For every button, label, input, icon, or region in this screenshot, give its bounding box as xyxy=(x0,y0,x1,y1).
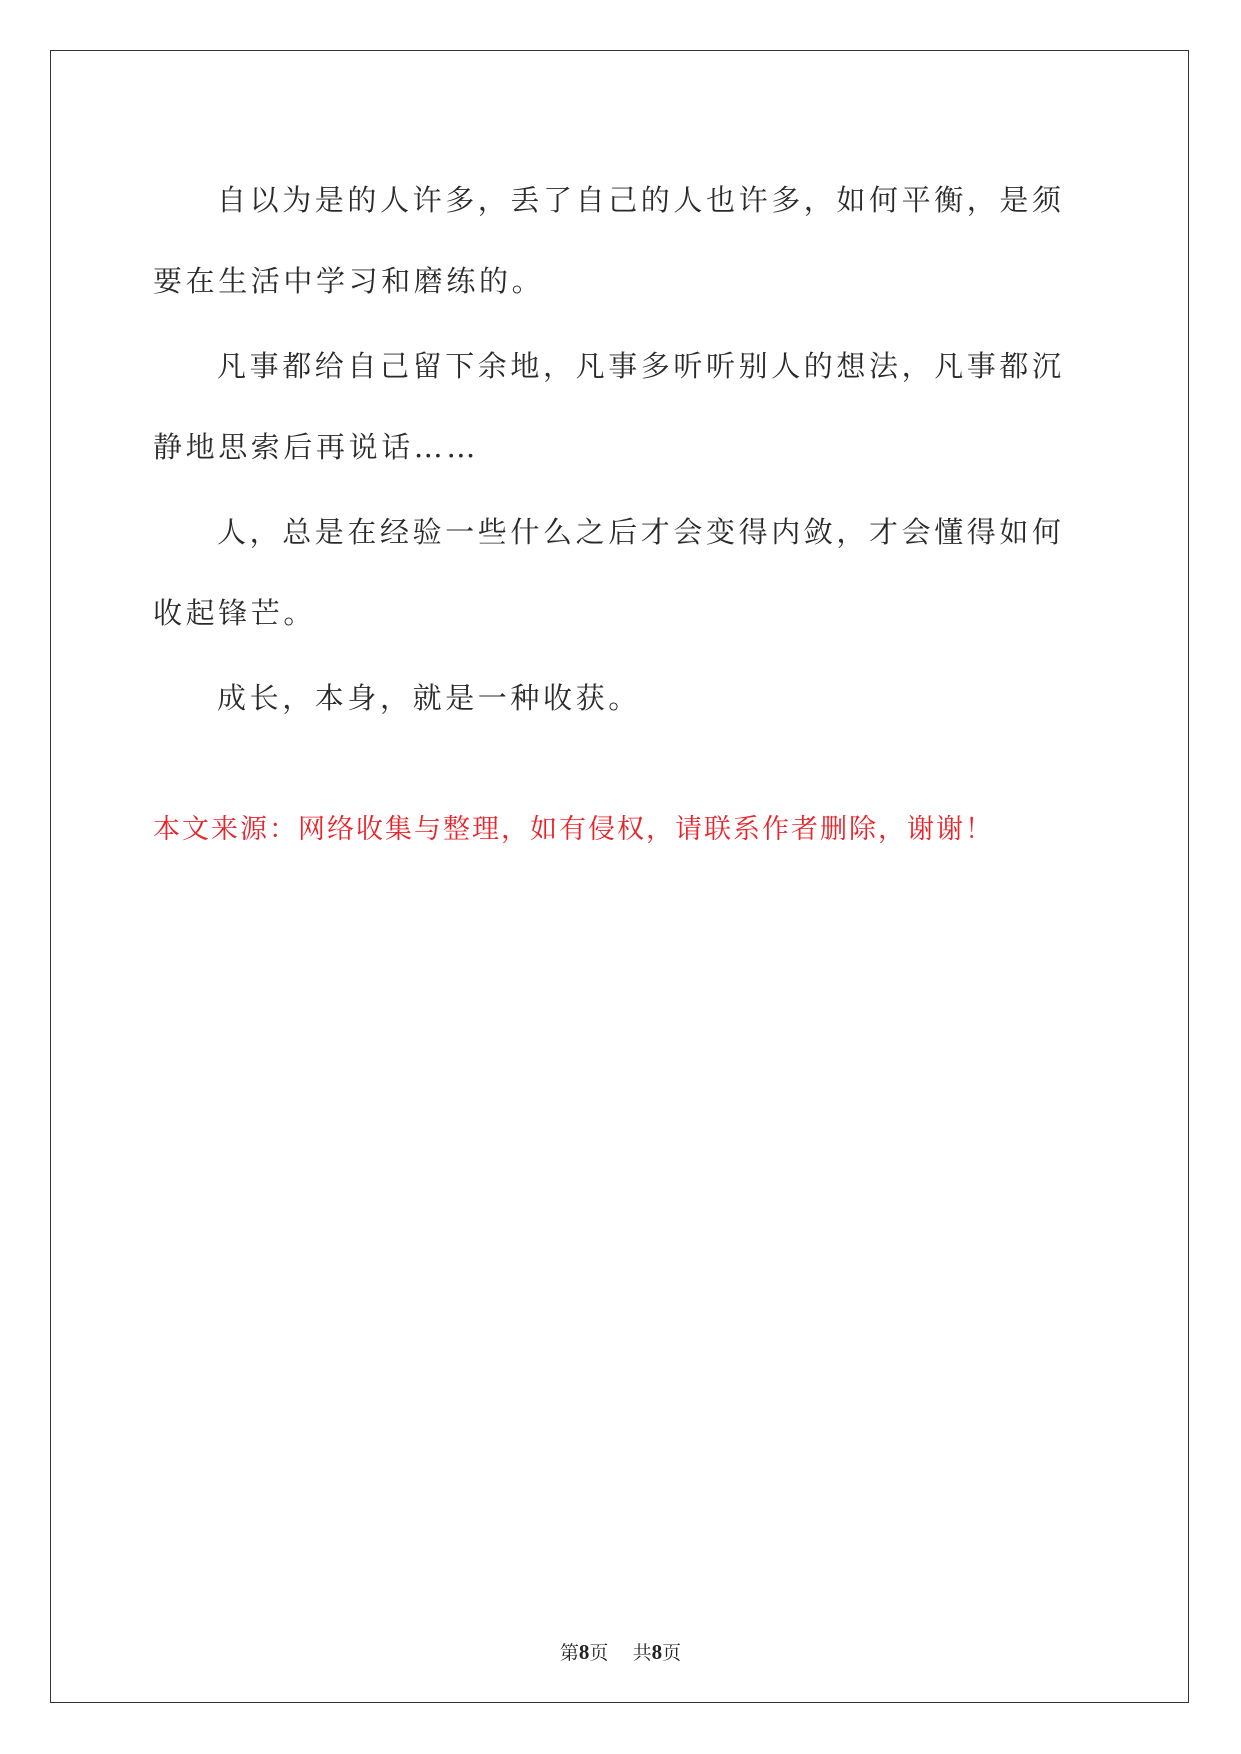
paragraph-2: 凡事都给自己留下余地，凡事多听听别人的想法，凡事都沉静地思索后再说话…… xyxy=(153,349,1065,464)
total-prefix: 共 xyxy=(632,1642,652,1664)
current-page-number: 8 xyxy=(578,1640,590,1664)
total-suffix: 页 xyxy=(662,1642,682,1664)
total-page-number: 8 xyxy=(651,1640,663,1664)
page-suffix: 页 xyxy=(589,1642,609,1664)
page-footer xyxy=(0,1638,1241,1665)
page-prefix: 第 xyxy=(559,1642,579,1664)
paragraph-1: 自以为是的人许多，丢了自己的人也许多，如何平衡，是须要在生活中学习和磨练的。 xyxy=(153,183,1065,298)
paragraph-4: 成长，本身，就是一种收获。 xyxy=(217,681,641,715)
source-notice: 本文来源：网络收集与整理，如有侵权，请联系作者删除，谢谢！ xyxy=(153,814,994,845)
paragraph-3: 人，总是在经验一些什么之后才会变得内敛，才会懂得如何收起锋芒。 xyxy=(153,515,1065,630)
document-body xyxy=(153,160,1093,743)
